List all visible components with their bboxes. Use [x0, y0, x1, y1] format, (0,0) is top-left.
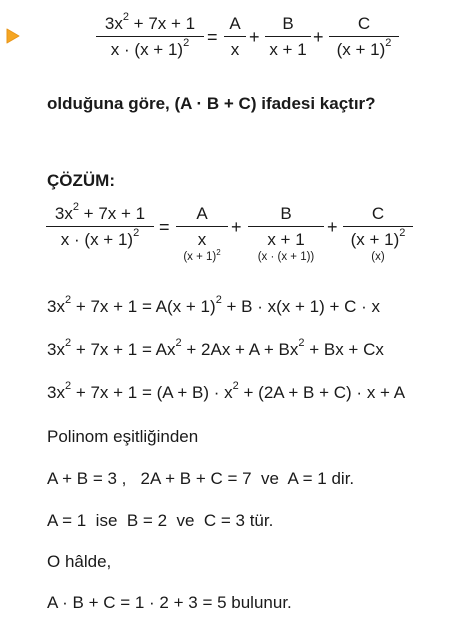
problem-term-c: C $(x + 1)^2$: [329, 14, 399, 60]
problem-term-a: A x: [224, 14, 246, 60]
solution-lhs-fraction: $3x^2 + 7x + 1$ $x \cdot (x + 1)^2$: [46, 204, 154, 250]
solution-term-b: B x + 1 (x · (x + 1)): [248, 204, 324, 264]
problem-term-b: B x + 1: [265, 14, 311, 60]
play-marker-icon: [6, 28, 20, 44]
solution-text-polinom: Polinom eşitliğinden: [47, 427, 199, 446]
solution-equals: =: [159, 217, 170, 237]
solution-plus-1: +: [231, 217, 242, 237]
solution-term-a-multiplier: $(x + 1)^2$: [183, 248, 221, 263]
problem-plus-2: +: [313, 27, 324, 47]
solution-term-c: C $(x + 1)^2$ (x): [343, 204, 413, 264]
solution-line-2: $3x^2 + 7x + 1 = Ax^2 + 2Ax + A + Bx^2 + Bx + Cx$: [47, 337, 384, 359]
solution-term-c-multiplier: (x): [371, 251, 385, 263]
solution-line-1: $3x^2 + 7x + 1 = A(x + 1)^2 + B \cdot x(x + 1) + C \cdot x$: [47, 294, 381, 316]
solution-line-6: A · B + C = 1 · 2 + 3 = 5 bulunur.: [47, 593, 292, 612]
solution-line-4: A + B = 3 , 2A + B + C = 7 ve A = 1 dir.: [47, 469, 355, 488]
solution-term-a: A x $(x + 1)^2$: [176, 204, 228, 264]
problem-equals: =: [207, 27, 218, 47]
problem-question: olduğuna göre, (A · B + C) ifadesi kaçtır?: [47, 94, 376, 113]
solution-heading: ÇÖZÜM:: [47, 171, 115, 190]
problem-lhs-denominator: $x \cdot (x + 1)^2$: [110, 37, 190, 59]
solution-line-3: $3x^2 + 7x + 1 = (A + B) \cdot x^2 + (2A + B + C) \cdot x + A$: [47, 380, 406, 402]
solution-term-b-multiplier: (x · (x + 1)): [257, 251, 315, 263]
problem-lhs-fraction: [96, 11, 204, 60]
problem-lhs-numerator: $3x^2 + 7x + 1$: [104, 11, 196, 33]
solution-line-5: A = 1 ise B = 2 ve C = 3 tür.: [47, 511, 274, 530]
solution-plus-2: +: [327, 217, 338, 237]
solution-text-ohalde: O hâlde,: [47, 552, 112, 571]
problem-plus-1: +: [249, 27, 260, 47]
